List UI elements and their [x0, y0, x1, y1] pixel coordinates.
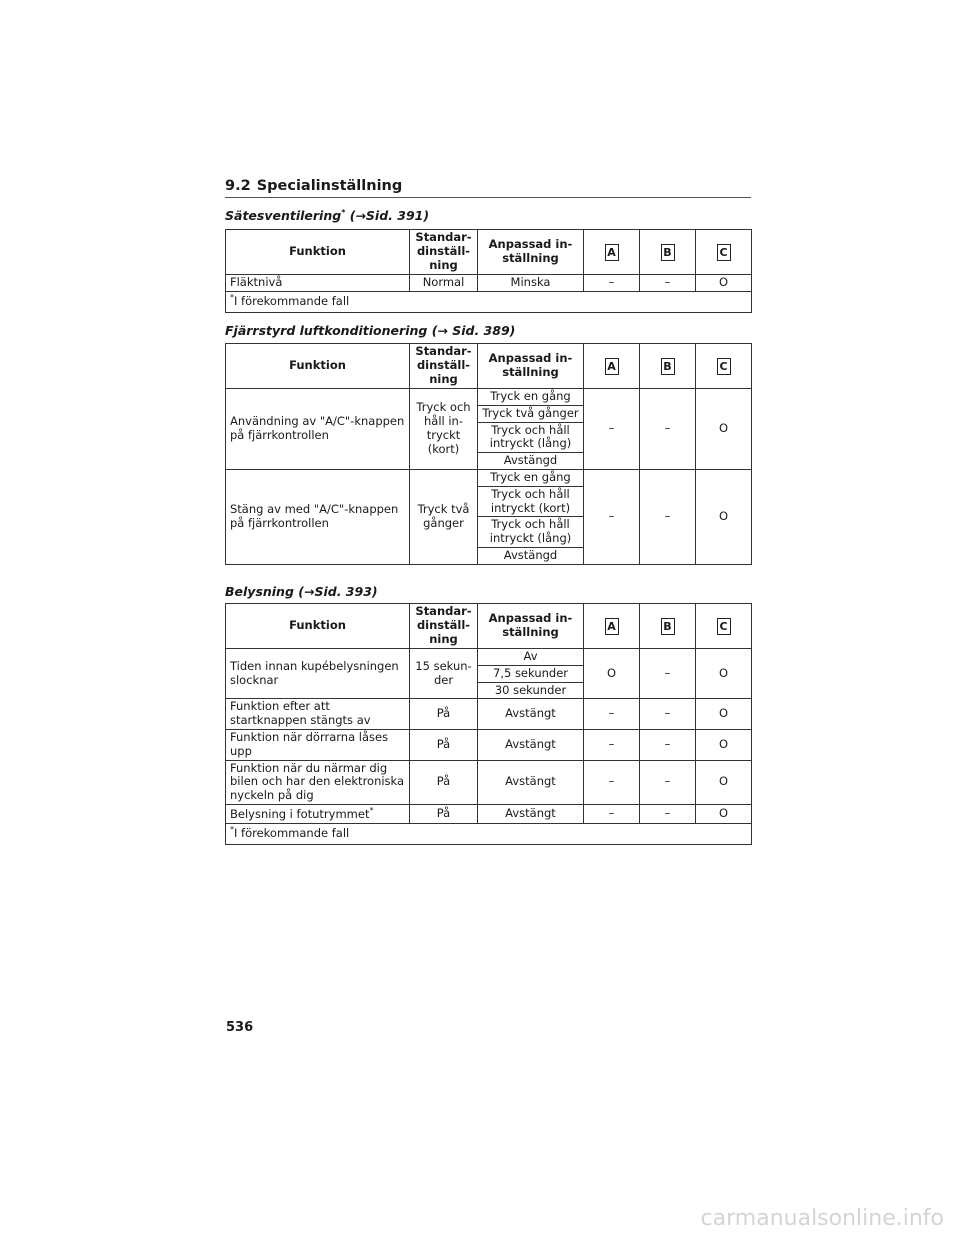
cell-anpassad: Avstängt	[478, 729, 584, 760]
header-standard: Standar- dinställ- ning	[410, 344, 478, 389]
cell-option: 7,5 sekunder	[478, 665, 584, 682]
header-funktion: Funktion	[226, 604, 410, 649]
cell-standard: På	[410, 760, 478, 804]
cell-b: –	[640, 275, 696, 292]
table3-title-text: Belysning	[225, 584, 294, 599]
note-mark: *	[230, 292, 234, 302]
cell-c: O	[696, 729, 752, 760]
table1-title-ref[interactable]: (→Sid. 391)	[349, 208, 430, 224]
watermark: carmanualsonline.info	[700, 1206, 944, 1231]
key-b-icon: B	[661, 618, 675, 635]
header-key-b	[640, 230, 696, 275]
section-number: 9.2	[225, 178, 251, 194]
cell-standard: 15 sekun-der	[410, 649, 478, 699]
cell-b: –	[640, 469, 696, 564]
cell-a: –	[584, 804, 640, 823]
key-a-icon: A	[605, 618, 619, 635]
cell-funktion: Funktion när du närmar dig bilen och har den elektroniska nyckeln på dig	[226, 760, 410, 804]
page-number: 536	[226, 1020, 254, 1035]
cell-option: Tryck två gånger	[478, 405, 584, 422]
header-key-c	[696, 604, 752, 649]
cell-anpassad: Avstängt	[478, 760, 584, 804]
cell-funktion: Användning av "A/C"-knappen på fjärrkontrollen	[226, 389, 410, 470]
cell-c: O	[696, 804, 752, 823]
table1-note	[226, 291, 752, 312]
table1-title-text: Sätesventilering	[225, 208, 342, 224]
cell-c: O	[696, 649, 752, 699]
cell-a: O	[584, 649, 640, 699]
cell-option: 30 sekunder	[478, 682, 584, 699]
table1-header-row	[226, 230, 752, 275]
table1-note-row	[226, 291, 752, 312]
cell-standard: På	[410, 699, 478, 730]
table1	[225, 229, 752, 313]
cell-option: Tryck en gång	[478, 389, 584, 406]
cell-standard: Tryck två gånger	[410, 469, 478, 564]
header-key-c	[696, 344, 752, 389]
table2-title-text: Fjärrstyrd luftkonditionering	[225, 323, 428, 338]
cell-c: O	[696, 469, 752, 564]
cell-anpassad: Minska	[478, 275, 584, 292]
cell-standard: På	[410, 729, 478, 760]
cell-option: Tryck en gång	[478, 469, 584, 486]
header-anpassad: Anpassad in- ställning	[478, 230, 584, 275]
cell-a: –	[584, 760, 640, 804]
cell-funktion: Tiden innan kupébelysningen slocknar	[226, 649, 410, 699]
cell-a: –	[584, 275, 640, 292]
cell-a: –	[584, 469, 640, 564]
cell-funktion-text: Belysning i fotutrymmet	[230, 806, 370, 821]
cell-funktion-mark: *	[369, 805, 374, 815]
key-a-icon: A	[605, 358, 619, 375]
table2-title	[225, 323, 515, 338]
table-row	[226, 729, 752, 760]
key-a-icon: A	[605, 244, 619, 261]
cell-funktion	[226, 804, 410, 823]
cell-b: –	[640, 389, 696, 470]
cell-option: Avstängd	[478, 453, 584, 470]
cell-c: O	[696, 699, 752, 730]
table-row	[226, 760, 752, 804]
header-key-a	[584, 230, 640, 275]
cell-funktion: Funktion när dörrarna låses upp	[226, 729, 410, 760]
header-anpassad: Anpassad in- ställning	[478, 604, 584, 649]
cell-a: –	[584, 699, 640, 730]
cell-b: –	[640, 804, 696, 823]
header-standard: Standar- dinställ- ning	[410, 604, 478, 649]
header-key-b	[640, 604, 696, 649]
cell-option: Avstängd	[478, 547, 584, 564]
key-b-icon: B	[661, 244, 675, 261]
key-c-icon: C	[717, 358, 731, 375]
table-row	[226, 389, 752, 406]
key-c-icon: C	[717, 618, 731, 635]
cell-anpassad: Avstängt	[478, 804, 584, 823]
table-row	[226, 699, 752, 730]
cell-option: Av	[478, 649, 584, 666]
cell-standard: Tryck och håll in-tryckt (kort)	[410, 389, 478, 470]
table2-header-row	[226, 344, 752, 389]
table3-title-ref[interactable]: (→Sid. 393)	[298, 584, 378, 599]
cell-b: –	[640, 729, 696, 760]
header-key-a	[584, 344, 640, 389]
table2-title-ref[interactable]: (→ Sid. 389)	[431, 323, 516, 338]
table-row	[226, 275, 752, 292]
table3	[225, 603, 752, 845]
table3-note	[226, 823, 752, 844]
header-key-c	[696, 230, 752, 275]
header-anpassad: Anpassad in- ställning	[478, 344, 584, 389]
cell-b: –	[640, 760, 696, 804]
cell-funktion: Stäng av med "A/C"-knappen på fjärrkontrollen	[226, 469, 410, 564]
table3-title	[225, 584, 378, 599]
cell-funktion: Fläktnivå	[226, 275, 410, 292]
note-mark: *	[230, 824, 234, 834]
cell-c: O	[696, 760, 752, 804]
key-b-icon: B	[661, 358, 675, 375]
cell-funktion: Funktion efter att startknappen stängts av	[226, 699, 410, 730]
table3-header-row	[226, 604, 752, 649]
header-funktion: Funktion	[226, 230, 410, 275]
header-key-b	[640, 344, 696, 389]
cell-c: O	[696, 389, 752, 470]
table-row	[226, 804, 752, 823]
note-text: I förekommande fall	[234, 293, 350, 308]
table-row	[226, 469, 752, 486]
cell-option: Tryck och håll intryckt (lång)	[478, 517, 584, 548]
table1-title-mark: *	[341, 208, 346, 217]
cell-a: –	[584, 729, 640, 760]
cell-standard: På	[410, 804, 478, 823]
table2	[225, 343, 752, 565]
cell-standard: Normal	[410, 275, 478, 292]
table3-note-row	[226, 823, 752, 844]
cell-b: –	[640, 649, 696, 699]
cell-option: Tryck och håll intryckt (lång)	[478, 422, 584, 453]
header-standard: Standar- dinställ- ning	[410, 230, 478, 275]
section-title: Specialinställning	[256, 178, 403, 194]
table-row	[226, 649, 752, 666]
header-key-a	[584, 604, 640, 649]
cell-b: –	[640, 699, 696, 730]
note-text: I förekommande fall	[234, 825, 350, 840]
table1-title	[225, 208, 429, 223]
header-funktion: Funktion	[226, 344, 410, 389]
key-c-icon: C	[717, 244, 731, 261]
cell-anpassad: Avstängt	[478, 699, 584, 730]
section-header	[225, 178, 751, 198]
cell-a: –	[584, 389, 640, 470]
cell-option: Tryck och håll intryckt (kort)	[478, 486, 584, 517]
cell-c: O	[696, 275, 752, 292]
